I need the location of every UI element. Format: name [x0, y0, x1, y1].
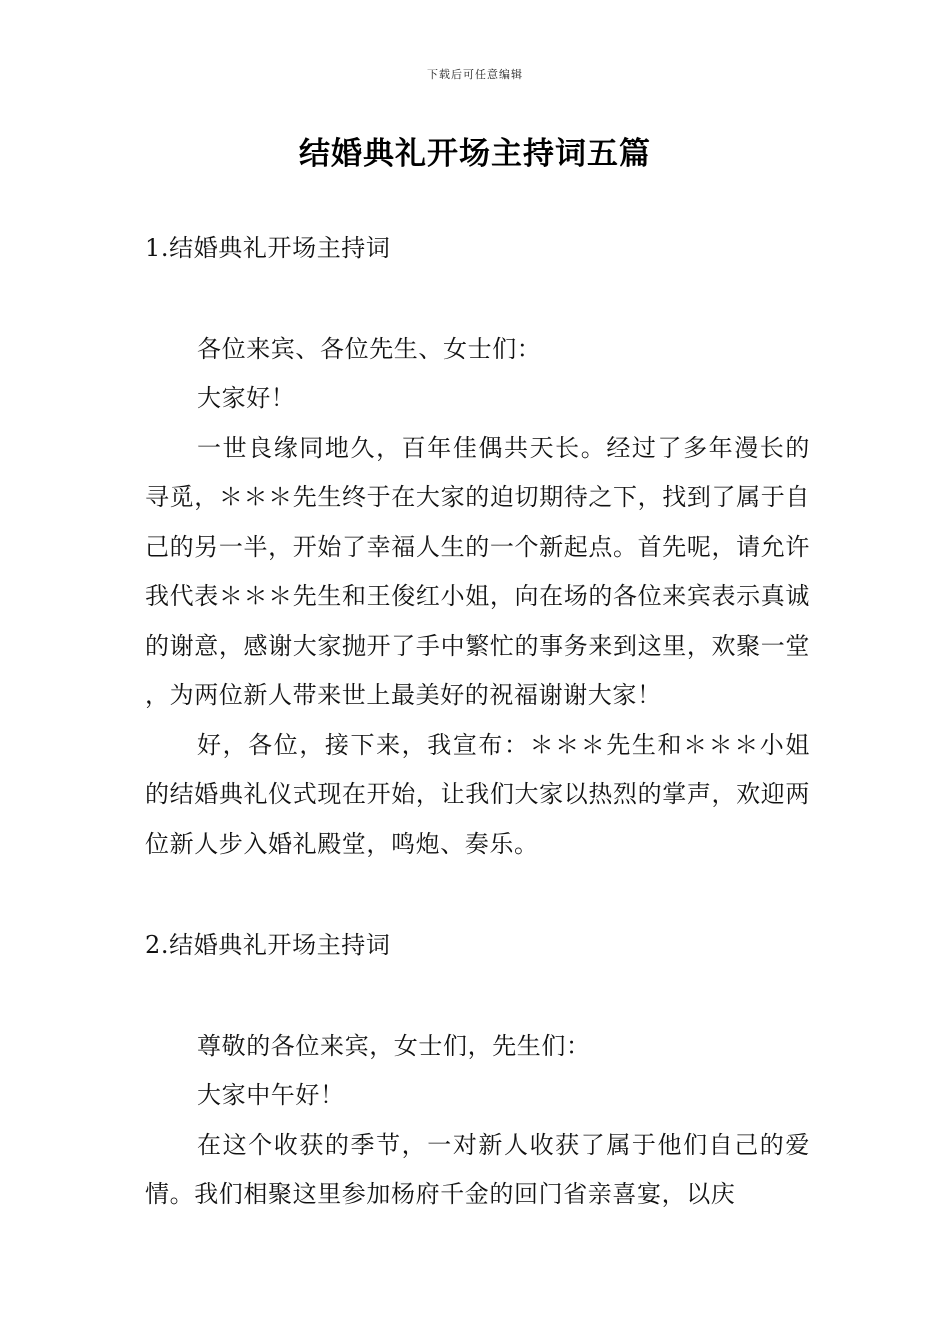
- spacer: [145, 971, 810, 1022]
- greeting-paragraph: 各位来宾、各位先生、女士们：: [197, 334, 542, 363]
- document-title: 结婚典礼开场主持词五篇: [299, 136, 651, 172]
- section-2: [145, 921, 810, 1220]
- salutation-paragraph: 大家好！: [197, 384, 296, 412]
- body-paragraph: 一世良缘同地久，百年佳偶共天长。经过了多年漫长的寻觅，＊＊＊先生终于在大家的迫切期待之下，找到了属于自己的另一半，开始了幸福人生的一个新起点。首先呢，请允许我代表＊＊＊先生和王俊红小姐，向在场的各位来宾表示真诚的谢意，感谢大家抛开了手中繁忙的事务来到这里，欢聚一堂，为两位新人带来世上最美好的祝福谢谢大家！: [145, 433, 810, 709]
- spacer: [145, 274, 810, 325]
- body-paragraph: 好，各位，接下来，我宣布：＊＊＊先生和＊＊＊小姐的结婚典礼仪式现在开始，让我们大家以热烈的掌声，欢迎两位新人步入婚礼殿堂，鸣炮、奏乐。: [145, 730, 810, 858]
- section-heading: 2.结婚典礼开场主持词: [145, 931, 391, 959]
- section-heading: 1.结婚典礼开场主持词: [145, 234, 391, 262]
- salutation-paragraph: 大家中午好！: [197, 1081, 345, 1109]
- greeting-paragraph: 尊敬的各位来宾，女士们，先生们：: [197, 1031, 591, 1060]
- section-1: [145, 224, 810, 869]
- body-paragraph: 在这个收获的季节，一对新人收获了属于他们自己的爱情。我们相聚这里参加杨府千金的回门省亲喜宴，以庆: [145, 1130, 810, 1208]
- header-note: 下载后可任意编辑: [427, 68, 523, 81]
